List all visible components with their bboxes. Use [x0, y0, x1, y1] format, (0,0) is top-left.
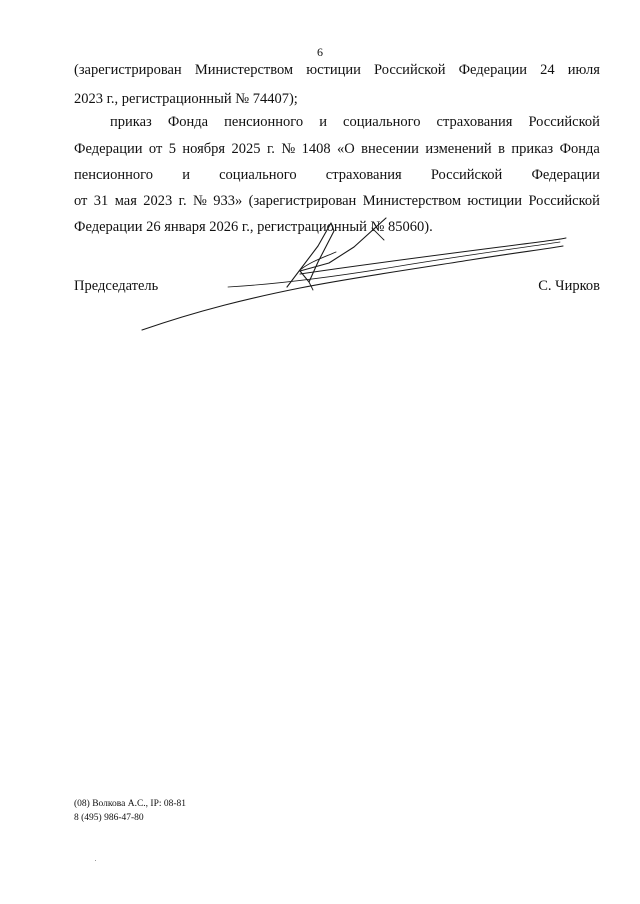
word: 5: [168, 141, 176, 157]
scan-speck: [95, 860, 96, 861]
word: 933»: [213, 193, 243, 209]
signatory-title: Председатель: [74, 278, 159, 294]
word: 24: [540, 62, 555, 78]
word: Фонда: [559, 141, 600, 157]
word: изменений: [425, 141, 492, 157]
word: Российской: [374, 62, 446, 78]
word: Российской: [430, 167, 503, 183]
para2-line5: Федерации 26 января 2026 г., регистрационный № 85060).: [74, 219, 433, 235]
word: от: [74, 193, 88, 209]
para2-line4: [74, 193, 600, 210]
word: 1408: [301, 141, 331, 157]
para2-line2: [74, 141, 600, 158]
word: «О: [337, 141, 355, 157]
word: юстиции: [467, 193, 523, 209]
word: страхования: [436, 114, 513, 130]
word: в: [498, 141, 505, 157]
executor-phone: 8 (495) 986-47-80: [74, 813, 144, 823]
word: Министерством: [194, 62, 294, 78]
word: 2025: [231, 141, 261, 157]
para1-line1: [74, 62, 600, 79]
word: Федерации: [531, 167, 600, 183]
word: №: [192, 193, 207, 209]
word: и: [319, 114, 327, 130]
para2-line1: [110, 114, 600, 131]
word: июля: [567, 62, 600, 78]
word: от: [148, 141, 163, 157]
word: Федерации: [74, 141, 143, 157]
signatory-name: С. Чирков: [538, 278, 600, 294]
word: приказ: [110, 114, 152, 130]
word: приказ: [511, 141, 554, 157]
word: пенсионного: [74, 167, 154, 183]
word: страхования: [325, 167, 402, 183]
para1-line2: 2023 г., регистрационный № 74407);: [74, 91, 298, 107]
word: ноября: [182, 141, 226, 157]
word: социального: [219, 167, 297, 183]
word: 2023: [143, 193, 173, 209]
word: Российской: [528, 193, 600, 209]
word: социального: [343, 114, 421, 130]
executor-info: (08) Волкова А.С., IP: 08-81: [74, 799, 187, 809]
word: юстиции: [306, 62, 361, 78]
word: №: [281, 141, 296, 157]
word: 31: [93, 193, 109, 209]
word: (зарегистрирован: [74, 62, 182, 78]
word: (зарегистрирован: [248, 193, 357, 209]
word: г.: [266, 141, 275, 157]
para2-line3: [74, 167, 600, 184]
word: Федерации: [458, 62, 528, 78]
word: г.: [178, 193, 187, 209]
word: внесении: [361, 141, 419, 157]
word: пенсионного: [224, 114, 304, 130]
word: Министерством: [362, 193, 462, 209]
word: мая: [114, 193, 137, 209]
word: и: [182, 167, 190, 183]
word: Российской: [528, 114, 600, 130]
page-number: 6: [317, 45, 323, 59]
word: Фонда: [167, 114, 209, 130]
